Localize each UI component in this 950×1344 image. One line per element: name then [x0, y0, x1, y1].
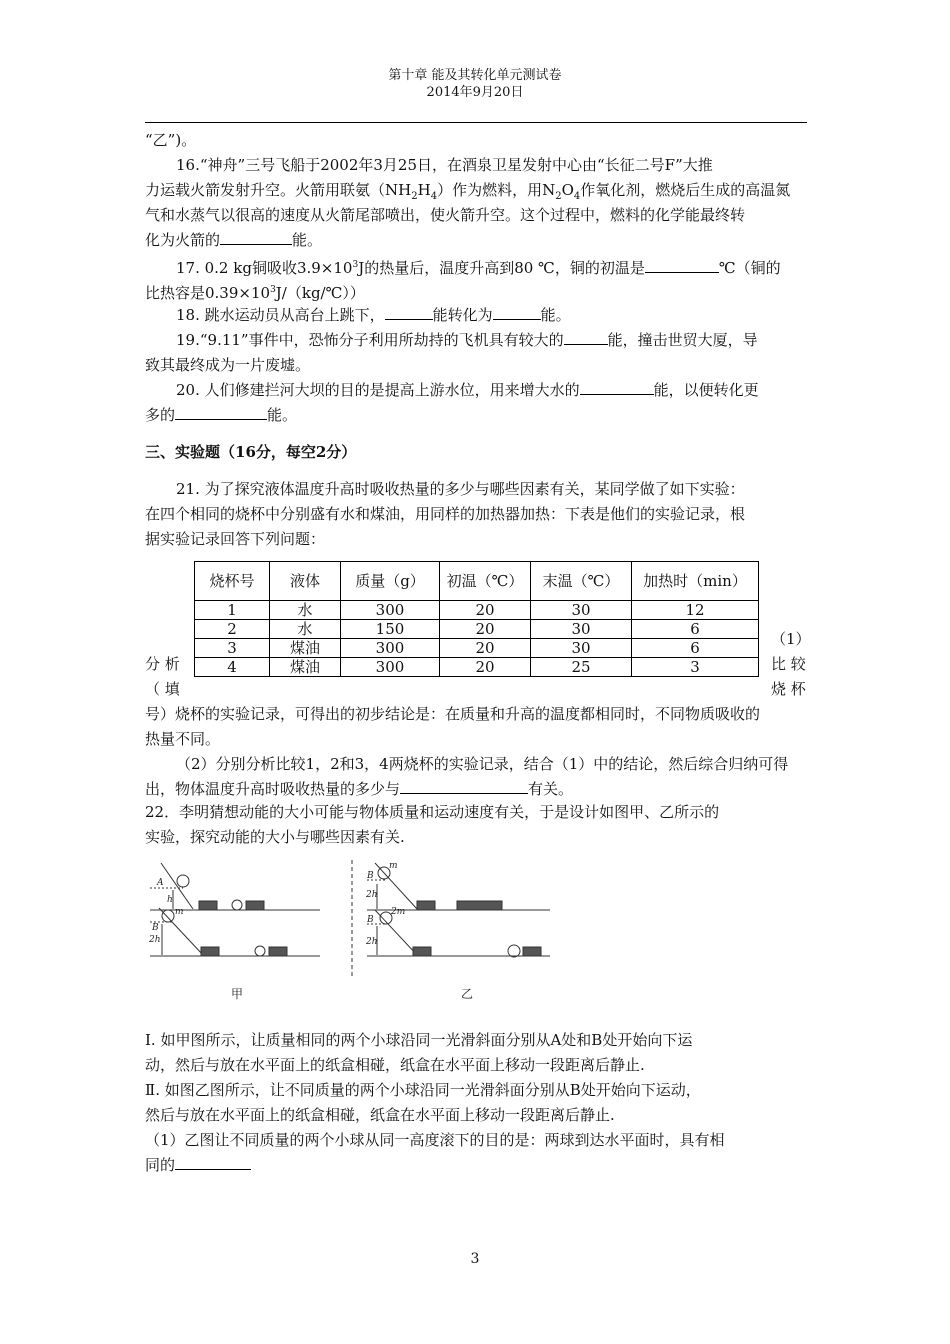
question-16-line: 化为火箭的 能。 — [145, 228, 807, 253]
question-21-line: 热量不同。 — [145, 730, 221, 748]
answer-blank[interactable] — [175, 403, 267, 420]
table-header-cell: 质量（g） — [341, 562, 440, 601]
table-header-cell: 液体 — [270, 562, 341, 601]
side-text-right: （1） — [771, 630, 811, 648]
table-cell: 30 — [531, 620, 632, 639]
text-line: “乙”)。 — [145, 131, 197, 149]
question-20: 20. 人们修建拦河大坝的目的是提高上游水位，用来增大水的 能，以便转化更 — [145, 378, 807, 403]
page-number: 3 — [470, 1251, 480, 1267]
question-20-line: 多的 能。 — [145, 403, 807, 428]
header-rule — [145, 122, 807, 123]
table-cell: 煤油 — [270, 639, 341, 658]
table-cell: 20 — [440, 658, 531, 677]
table-header-cell: 加热时（min） — [632, 562, 759, 601]
question-16-line: 气和水蒸气以很高的速度从火箭尾部喷出，使火箭升空。这个过程中，燃料的化学能最终转 — [145, 206, 746, 224]
question-19-line: 致其最终成为一片废墟。 — [145, 356, 311, 374]
table-cell: 煤油 — [270, 658, 341, 677]
table-cell: 6 — [632, 620, 759, 639]
table-cell: 150 — [341, 620, 440, 639]
table-cell: 2 — [195, 620, 270, 639]
table-cell: 300 — [341, 658, 440, 677]
answer-blank[interactable] — [645, 256, 719, 273]
question-21: 21. 为了探究液体温度升高时吸收热量的多少与哪些因素有关，某同学做了如下实验： — [176, 480, 745, 498]
question-22: 22．李明猜想动能的大小可能与物体质量和运动速度有关，于是设计如图甲、乙所示的 — [145, 803, 720, 821]
question-22-part2: Ⅱ. 如图乙图所示，让不同质量的两个小球沿同一光滑斜面分别从B处开始向下运动， — [145, 1081, 701, 1099]
table-row — [195, 639, 759, 658]
table-header-cell: 初温（℃） — [440, 562, 531, 601]
label-B: B — [152, 923, 159, 933]
table-cell: 20 — [440, 639, 531, 658]
question-21-line: 号）烧杯的实验记录，可得出的初步结论是：在质量和升高的温度都相同时，不同物质吸收的 — [145, 705, 761, 723]
experiment-table — [194, 561, 759, 677]
question-17-line: 比热容是$0.39\times 10^3J/(kg/℃)$） — [145, 284, 365, 302]
answer-blank[interactable] — [220, 228, 292, 245]
question-22-part1: Ⅰ. 如甲图所示，让质量相同的两个小球沿同一光滑斜面分别从A处和B处开始向下运 — [145, 1031, 693, 1049]
page-header-date: 2014年9月20日 — [426, 85, 524, 100]
table-header-cell: 烧杯号 — [195, 562, 270, 601]
table-cell: 水 — [270, 601, 341, 620]
table-cell: 1 — [195, 601, 270, 620]
label-2m: 2m — [391, 907, 406, 917]
answer-blank[interactable] — [493, 303, 541, 320]
label-A: A — [157, 878, 164, 888]
table-cell: 水 — [270, 620, 341, 639]
label-h: h — [167, 895, 173, 905]
table-cell: 300 — [341, 601, 440, 620]
label-B: B — [367, 915, 374, 925]
label-m: m — [389, 861, 398, 871]
page-header-title: 第十章 能及其转化单元测试卷 — [388, 68, 562, 83]
table-cell: 20 — [440, 601, 531, 620]
question-22-line: 然后与放在水平面上的纸盒相碰，纸盒在水平面上移动一段距离后静止. — [145, 1106, 615, 1124]
question-16: 16.“神舟”三号飞船于2002年3月25日，在酒泉卫星发射中心由“长征二号F”大推 — [176, 156, 713, 174]
table-row — [195, 601, 759, 620]
answer-blank[interactable] — [175, 1153, 251, 1170]
table-cell: 30 — [531, 639, 632, 658]
table-row — [195, 620, 759, 639]
answer-blank[interactable] — [564, 328, 608, 345]
label-B: B — [367, 871, 374, 881]
figure-caption-yi: 乙 — [461, 987, 474, 1001]
question-22-line: 动，然后与放在水平面上的纸盒相碰，纸盒在水平面上移动一段距离后静止. — [145, 1056, 645, 1074]
experiment-figure — [145, 858, 555, 1008]
question-21-part2: （2）分别分析比较1，2和3，4两烧杯的实验记录，结合（1）中的结论，然后综合归纳可得 — [176, 755, 789, 773]
side-text-right: 比 较 — [771, 655, 806, 673]
table-cell: 12 — [632, 601, 759, 620]
question-16-line: 力运载火箭发射升空。火箭用联氨$(NH_2H_4)$作为燃料，用$N_2O_4$作氧化剂，燃烧后生成的高温氮 — [145, 181, 791, 202]
side-text-right: 烧 杯 — [771, 680, 806, 698]
question-22-line: 实验，探究动能的大小与哪些因素有关. — [145, 828, 405, 846]
table-header-row — [195, 562, 759, 601]
label-2h: 2h — [149, 935, 161, 945]
table-cell: 20 — [440, 620, 531, 639]
label-2h: 2h — [366, 937, 378, 947]
answer-blank[interactable] — [580, 378, 654, 395]
question-22-line: 同的 — [145, 1153, 807, 1178]
question-19: 19.“9.11”事件中，恐怖分子利用所劫持的飞机具有较大的 能，撞击世贸大厦，导 — [145, 328, 807, 353]
label-m: m — [175, 907, 184, 917]
table-cell: 3 — [195, 639, 270, 658]
question-17: 17. 0.2 kg铜吸收$3.9\times 10^3J$的热量后，温度升高到80 ℃，铜的初温是 ℃（铜的 — [145, 253, 807, 281]
table-cell: 30 — [531, 601, 632, 620]
table-header-cell: 末温（℃） — [531, 562, 632, 601]
answer-blank[interactable] — [400, 777, 528, 794]
table-row — [195, 658, 759, 677]
side-text-left: 分 析 — [145, 655, 180, 673]
side-text-left: （ 填 — [145, 680, 180, 698]
label-2h: 2h — [366, 890, 378, 900]
question-18: 18. 跳水运动员从高台上跳下， 能转化为 能。 — [145, 303, 807, 328]
question-21-line: 出，物体温度升高时吸收热量的多少与 有关。 — [145, 777, 807, 802]
question-22-sub1: （1）乙图让不同质量的两个小球从同一高度滚下的目的是：两球到达水平面时，具有相 — [145, 1131, 725, 1149]
table-cell: 3 — [632, 658, 759, 677]
question-21-line: 据实验记录回答下列问题： — [145, 530, 326, 548]
answer-blank[interactable] — [385, 303, 433, 320]
section-heading: 三、实验题（16分，每空2分） — [145, 443, 357, 461]
table-cell: 4 — [195, 658, 270, 677]
question-21-line: 在四个相同的烧杯中分别盛有水和煤油，用同样的加热器加热：下表是他们的实验记录，根 — [145, 505, 746, 523]
figure-caption-jia: 甲 — [231, 987, 244, 1001]
table-cell: 300 — [341, 639, 440, 658]
table-cell: 25 — [531, 658, 632, 677]
table-cell: 6 — [632, 639, 759, 658]
